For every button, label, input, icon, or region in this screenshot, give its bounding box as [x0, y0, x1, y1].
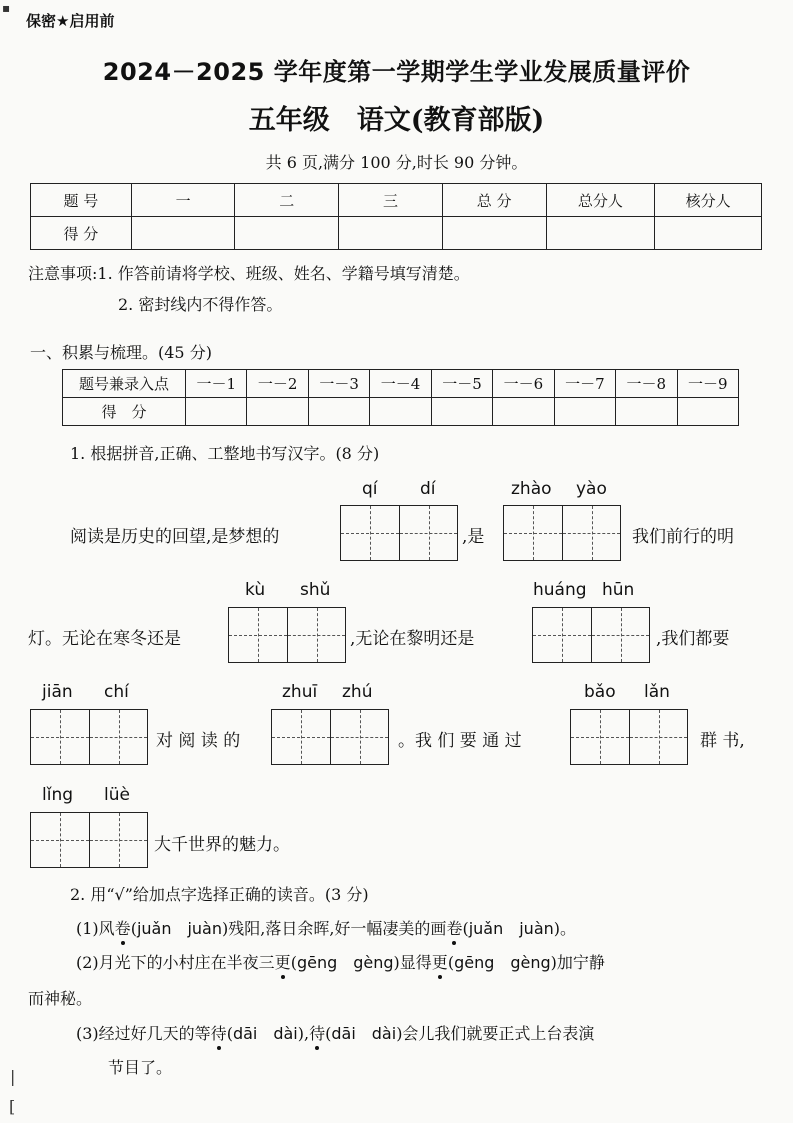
- binding-mark: |: [10, 1067, 16, 1086]
- q1-text: 我们前行的明: [632, 527, 734, 547]
- answer-box-zhuizhu[interactable]: [271, 709, 389, 765]
- score-header-cell: 二: [235, 184, 339, 217]
- q1-text: 。我 们 要 通 过: [398, 731, 522, 751]
- pinyin-qi: qí: [362, 479, 378, 499]
- answer-box-zhaoyao[interactable]: [503, 505, 621, 561]
- section1-header-cell: 一－6: [493, 370, 554, 398]
- q2-item-2-continued: 而神秘。: [28, 989, 93, 1008]
- score-table-header-row: [31, 184, 762, 217]
- pinyin-options[interactable]: juǎn juàn: [468, 919, 554, 938]
- score-cell[interactable]: [339, 217, 443, 250]
- pinyin-options[interactable]: gēng gèng: [296, 953, 394, 972]
- pinyin-options[interactable]: dāi dài: [232, 1024, 298, 1043]
- answer-box-qidi[interactable]: [340, 505, 458, 561]
- pinyin-huang: huáng: [533, 580, 587, 600]
- section1-header-cell: 一－5: [431, 370, 492, 398]
- question1-title: 1. 根据拼音,正确、工整地书写汉字。(8 分): [70, 444, 380, 463]
- pinyin-lue: lüè: [104, 785, 130, 805]
- section1-score-cell[interactable]: [677, 398, 739, 426]
- pinyin-options[interactable]: gēng gèng: [454, 953, 551, 972]
- section1-score-row: [63, 398, 739, 426]
- score-row-label: 得 分: [31, 217, 132, 250]
- score-table: [30, 183, 762, 250]
- pinyin-jian: jiān: [42, 682, 73, 702]
- pinyin-yao: yào: [576, 479, 607, 499]
- pinyin-chi: chí: [104, 682, 129, 702]
- notes-line-2: 2. 密封线内不得作答。: [118, 295, 283, 314]
- pinyin-lan: lǎn: [644, 682, 670, 702]
- section1-header-cell: 一－7: [554, 370, 615, 398]
- section1-header-cell: 一－9: [677, 370, 739, 398]
- section1-title: 一、积累与梳理。(45 分): [30, 343, 212, 362]
- answer-box-jianchi[interactable]: [30, 709, 148, 765]
- score-cell[interactable]: [131, 217, 235, 250]
- pinyin-zhao: zhào: [511, 479, 552, 499]
- q1-text: 灯。无论在寒冬还是: [28, 629, 181, 649]
- question2-title: 2. 用“√”给加点字选择正确的读音。(3 分): [70, 885, 369, 904]
- q1-text: 阅读是历史的回望,是梦想的: [70, 527, 280, 547]
- pinyin-ling: lǐng: [42, 785, 74, 805]
- section1-header-cell: 一－1: [186, 370, 247, 398]
- q1-text: ,是: [462, 527, 485, 547]
- pinyin-di: dí: [420, 479, 436, 499]
- answer-box-linglue[interactable]: [30, 812, 148, 868]
- score-header-cell: 总 分: [442, 184, 546, 217]
- notes-line-1: 注意事项:1. 作答前请将学校、班级、姓名、学籍号填写清楚。: [28, 264, 470, 283]
- exam-title: 2024－2025 学年度第一学期学生学业发展质量评价: [102, 58, 691, 86]
- q1-text: ,我们都要: [656, 629, 730, 649]
- q2-item-3-continued: 节目了。: [108, 1058, 173, 1077]
- section1-score-table: [62, 369, 739, 426]
- pinyin-options[interactable]: dāi dài: [331, 1024, 397, 1043]
- answer-box-baolan[interactable]: [570, 709, 688, 765]
- section1-score-cell[interactable]: [493, 398, 554, 426]
- q2-item-3: (3)经过好几天的等待(dāi dài),待(dāi dài)会儿我们就要正式上台表演: [76, 1021, 594, 1044]
- q2-item-1: (1)风卷(juǎn juàn)残阳,落日余晖,好一幅凄美的画卷(juǎn juàn)。: [76, 916, 576, 939]
- pinyin-options[interactable]: juǎn juàn: [136, 919, 223, 938]
- section1-header-cell: 一－2: [247, 370, 308, 398]
- score-header-cell: 一: [131, 184, 235, 217]
- q1-text: 大千世界的魅力。: [154, 835, 290, 855]
- section1-score-cell[interactable]: [186, 398, 247, 426]
- score-header-cell: 总分人: [546, 184, 655, 217]
- section1-score-cell[interactable]: [370, 398, 431, 426]
- section1-score-cell[interactable]: [247, 398, 308, 426]
- section1-header-cell: 一－3: [308, 370, 369, 398]
- pinyin-zhui: zhuī: [282, 682, 318, 702]
- corner-mark: ▪: [2, 1, 11, 15]
- pinyin-ku: kù: [245, 580, 266, 600]
- pinyin-hun: hūn: [602, 580, 635, 600]
- pinyin-bao: bǎo: [584, 682, 616, 702]
- section1-header-row: [63, 370, 739, 398]
- exam-info: 共 6 页,满分 100 分,时长 90 分钟。: [265, 153, 528, 172]
- score-cell[interactable]: [655, 217, 762, 250]
- section1-score-cell[interactable]: [554, 398, 615, 426]
- section1-header-cell: 一－8: [616, 370, 677, 398]
- score-header-cell: 核分人: [655, 184, 762, 217]
- score-cell[interactable]: [235, 217, 339, 250]
- q1-text: 群 书,: [700, 731, 745, 751]
- score-table-score-row: [31, 217, 762, 250]
- exam-subtitle: 五年级 语文(教育部版): [248, 105, 545, 136]
- pinyin-zhu: zhú: [342, 682, 373, 702]
- section1-header-cell: 一－4: [370, 370, 431, 398]
- q1-text: ,无论在黎明还是: [350, 629, 475, 649]
- section1-score-cell[interactable]: [616, 398, 677, 426]
- section1-score-cell[interactable]: [308, 398, 369, 426]
- section1-header-cell: 题号兼录入点: [63, 370, 186, 398]
- q2-item-2: (2)月光下的小村庄在半夜三更(gēng gèng)显得更(gēng gèng)加宁静: [76, 950, 605, 973]
- score-header-cell: 三: [339, 184, 443, 217]
- answer-box-kushu[interactable]: [228, 607, 346, 663]
- score-header-cell: 题 号: [31, 184, 132, 217]
- pinyin-shu: shǔ: [300, 580, 331, 600]
- section1-row-label: 得 分: [63, 398, 186, 426]
- secret-label: 保密★启用前: [26, 12, 115, 30]
- score-cell[interactable]: [442, 217, 546, 250]
- q1-text: 对 阅 读 的: [156, 731, 241, 751]
- section1-score-cell[interactable]: [431, 398, 492, 426]
- binding-mark: [: [9, 1097, 16, 1116]
- score-cell[interactable]: [546, 217, 655, 250]
- answer-box-huanghun[interactable]: [532, 607, 650, 663]
